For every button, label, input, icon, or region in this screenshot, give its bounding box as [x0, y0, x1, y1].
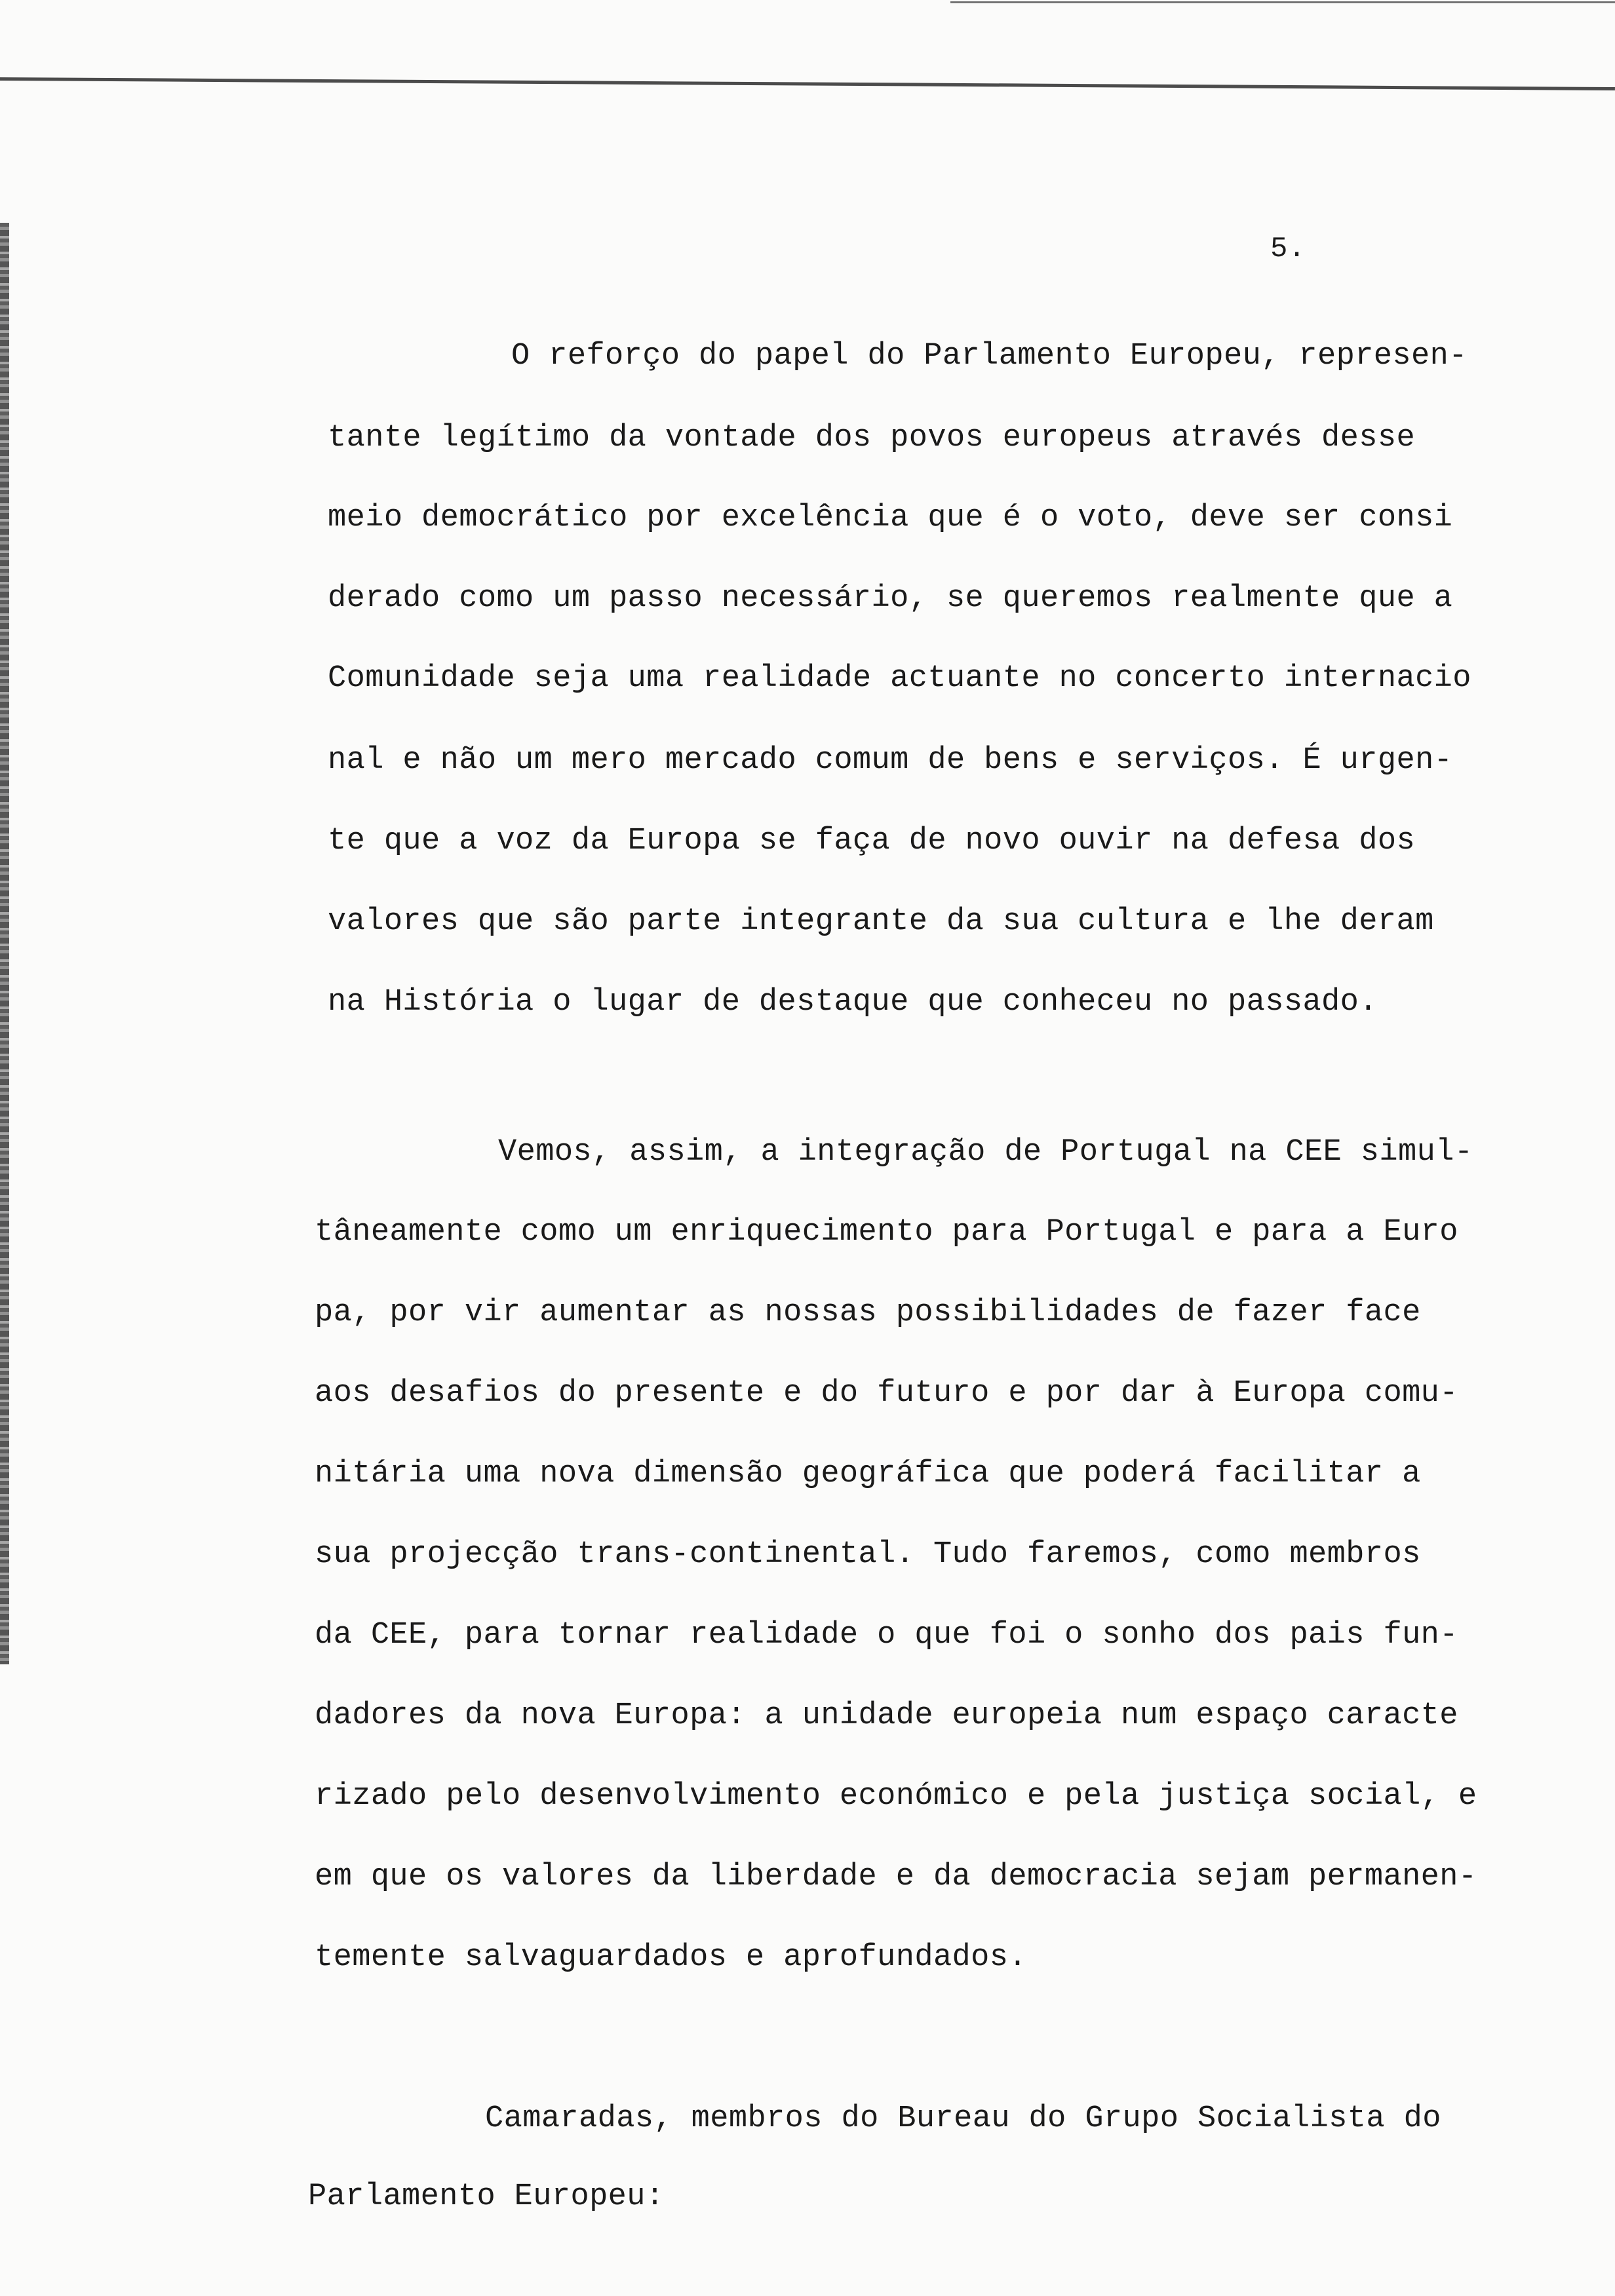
page-number: 5.	[1270, 233, 1306, 265]
paragraph-2-line: nitária uma nova dimensão geográfica que poderá facilitar a	[315, 1457, 1421, 1491]
paragraph-2-line: em que os valores da liberdade e da democracia sejam permanen-	[315, 1860, 1477, 1894]
paragraph-1-line: O reforço do papel do Parlamento Europeu, represen-	[511, 339, 1468, 373]
paragraph-2-line: da CEE, para tornar realidade o que foi o sonho dos pais fun-	[315, 1618, 1458, 1653]
paragraph-1-line: tante legítimo da vontade dos povos europeus através desse	[328, 421, 1416, 455]
paragraph-2-line: pa, por vir aumentar as nossas possibilidades de fazer face	[315, 1295, 1421, 1330]
paragraph-1-line: na História o lugar de destaque que conheceu no passado.	[328, 985, 1378, 1020]
scan-artifact-edge	[0, 223, 9, 1664]
paragraph-2-line: rizado pelo desenvolvimento económico e pela justiça social, e	[315, 1779, 1477, 1814]
paragraph-1-line: te que a voz da Europa se faça de novo ouvir na defesa dos	[328, 824, 1416, 858]
paragraph-3-line: Parlamento Europeu:	[308, 2179, 665, 2214]
paragraph-1-line: meio democrático por excelência que é o voto, deve ser consi	[328, 501, 1453, 535]
scan-artifact-rule	[0, 77, 1615, 90]
scan-artifact-line	[950, 1, 1615, 3]
paragraph-3-line: Camaradas, membros do Bureau do Grupo Socialista do	[485, 2101, 1441, 2136]
paragraph-1-line: valores que são parte integrante da sua cultura e lhe deram	[328, 904, 1434, 939]
paragraph-2-line: tâneamente como um enriquecimento para Portugal e para a Euro	[315, 1215, 1458, 1250]
paragraph-2-line: temente salvaguardados e aprofundados.	[315, 1940, 1027, 1975]
paragraph-1-line: nal e não um mero mercado comum de bens e serviços. É urgen-	[328, 743, 1453, 778]
paragraph-1-line: Comunidade seja uma realidade actuante no concerto internacio	[328, 661, 1471, 696]
paragraph-1-line: derado como um passo necessário, se queremos realmente que a	[328, 581, 1453, 616]
paragraph-2-line: Vemos, assim, a integração de Portugal na CEE simul-	[498, 1135, 1473, 1170]
paragraph-2-line: aos desafios do presente e do futuro e por dar à Europa comu-	[315, 1376, 1458, 1411]
paragraph-2-line: dadores da nova Europa: a unidade europeia num espaço caracte	[315, 1698, 1458, 1733]
paragraph-2-line: sua projecção trans-continental. Tudo faremos, como membros	[315, 1537, 1421, 1572]
